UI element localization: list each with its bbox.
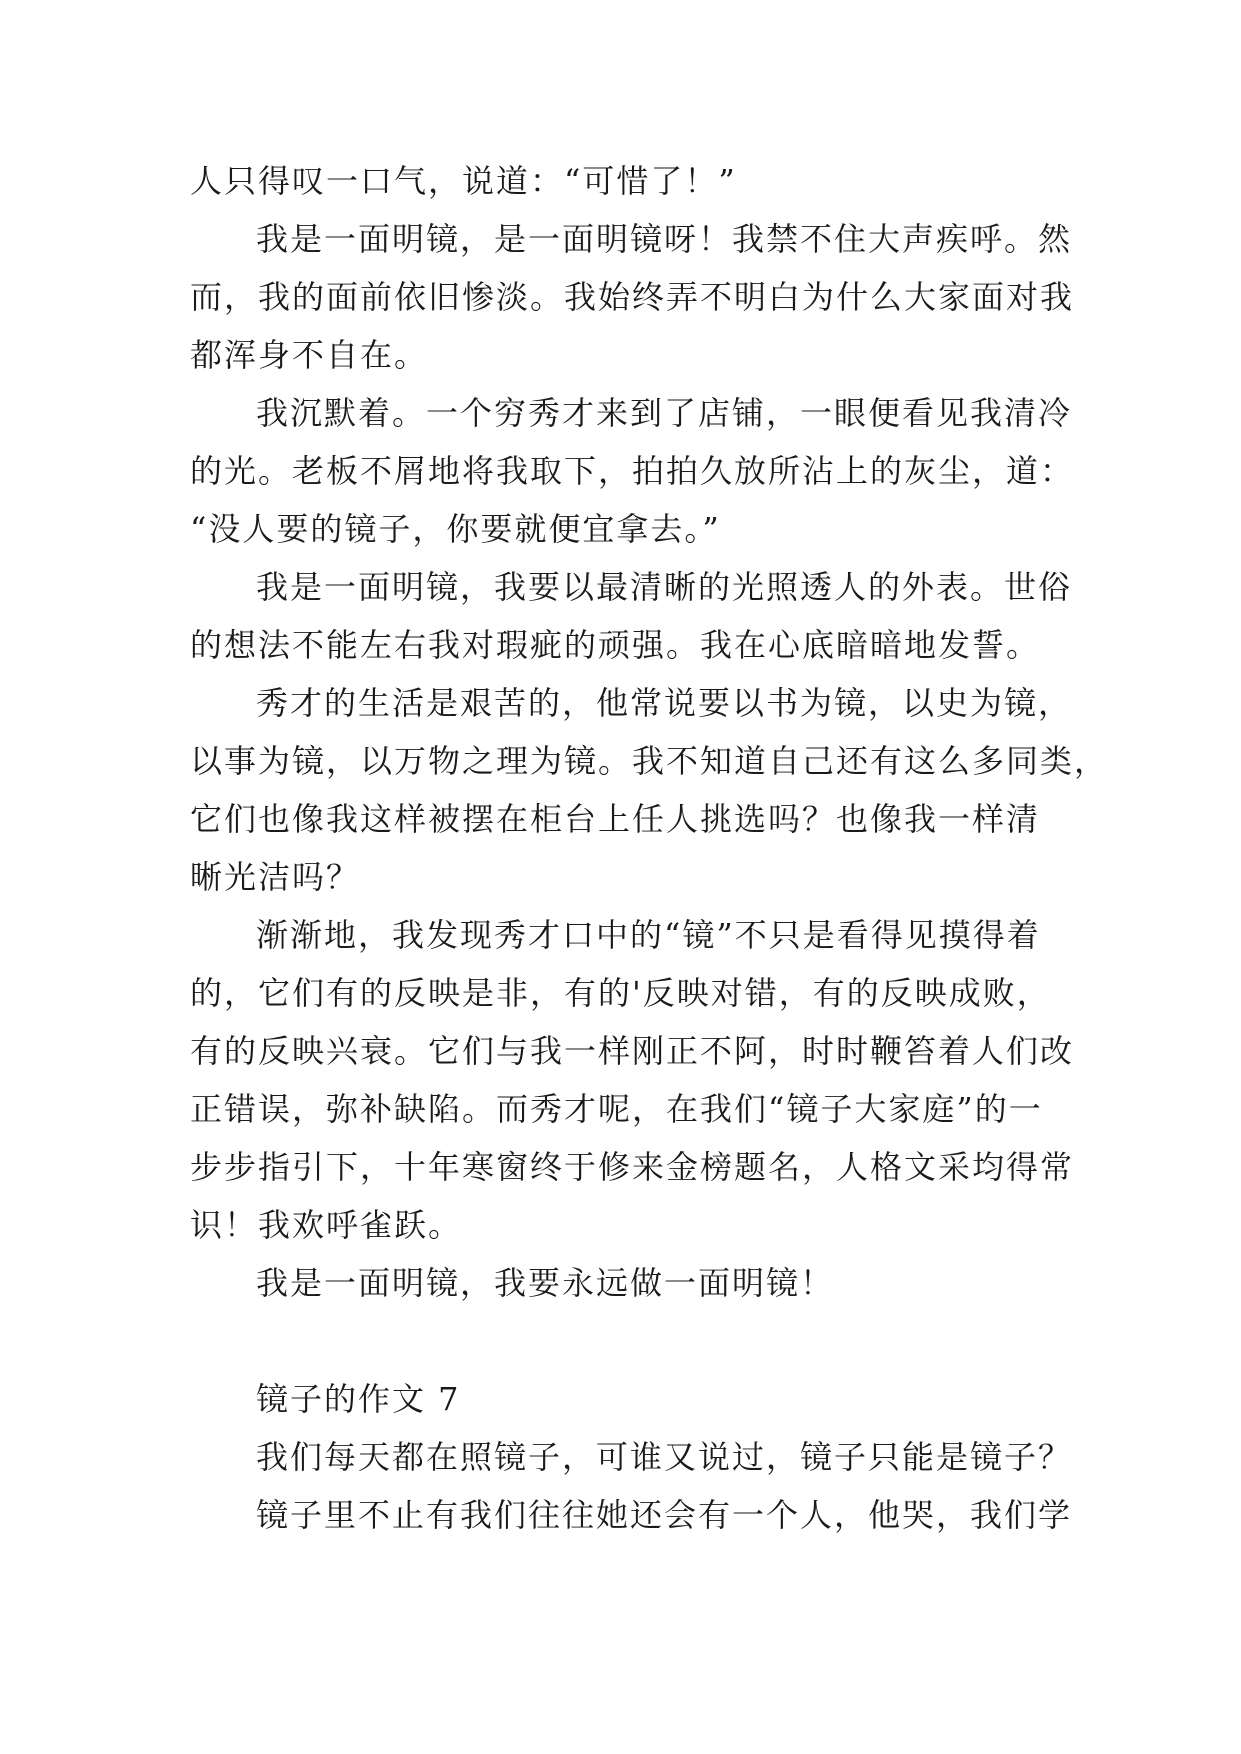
section-spacer [190,1312,1090,1370]
text-line: 以事为镜，以万物之理为镜。我不知道自己还有这么多同类， [190,742,1109,780]
paragraph-start-line: 我是一面明镜，我要以最清晰的光照透人的外表。世俗 [256,568,1073,606]
text-line: “没人要的镜子，你要就便宜拿去。” [190,510,721,548]
text-line: 识！我欢呼雀跃。 [190,1206,463,1244]
text-line: 而，我的面前依旧惨淡。我始终弄不明白为什么大家面对我 [190,278,1075,316]
text-line: 有的反映兴衰。它们与我一样刚正不阿，时时鞭笞着人们改 [190,1032,1075,1070]
text-line: 人只得叹一口气，说道：“可惜了！” [190,162,737,200]
text-line: 的光。老板不屑地将我取下，拍拍久放所沾上的灰尘，道： [190,452,1075,490]
paragraph-start-line: 我沉默着。一个穷秀才来到了店铺，一眼便看见我清冷 [256,394,1073,432]
text-line: 晰光洁吗？ [190,858,361,896]
section-heading: 镜子的作文 7 [256,1380,461,1418]
text-line: 的想法不能左右我对瑕疵的顽强。我在心底暗暗地发誓。 [190,626,1041,664]
paragraph-start-line: 我们每天都在照镜子，可谁又说过，镜子只能是镜子？ [256,1438,1073,1476]
paragraph-start-line: 秀才的生活是艰苦的，他常说要以书为镜，以史为镜， [256,684,1073,722]
text-line: 都浑身不自在。 [190,336,429,374]
text-line: 它们也像我这样被摆在柜台上任人挑选吗？也像我一样清 [190,800,1041,838]
paragraph-start-line: 我是一面明镜，我要永远做一面明镜！ [256,1264,835,1302]
paragraph-start-line: 我是一面明镜，是一面明镜呀！我禁不住大声疾呼。然 [256,220,1073,258]
text-line: 的，它们有的反映是非，有的'反映对错，有的反映成败， [190,974,1051,1012]
document-body [190,152,1109,1544]
paragraph-start-line: 镜子里不止有我们往往她还会有一个人，他哭，我们学 [256,1496,1073,1534]
text-line: 正错误，弥补缺陷。而秀才呢，在我们“镜子大家庭”的一 [190,1090,1043,1128]
text-line: 步步指引下，十年寒窗终于修来金榜题名，人格文采均得常 [190,1148,1075,1186]
paragraph-start-line: 渐渐地，我发现秀才口中的“镜”不只是看得见摸得着 [256,916,1041,954]
